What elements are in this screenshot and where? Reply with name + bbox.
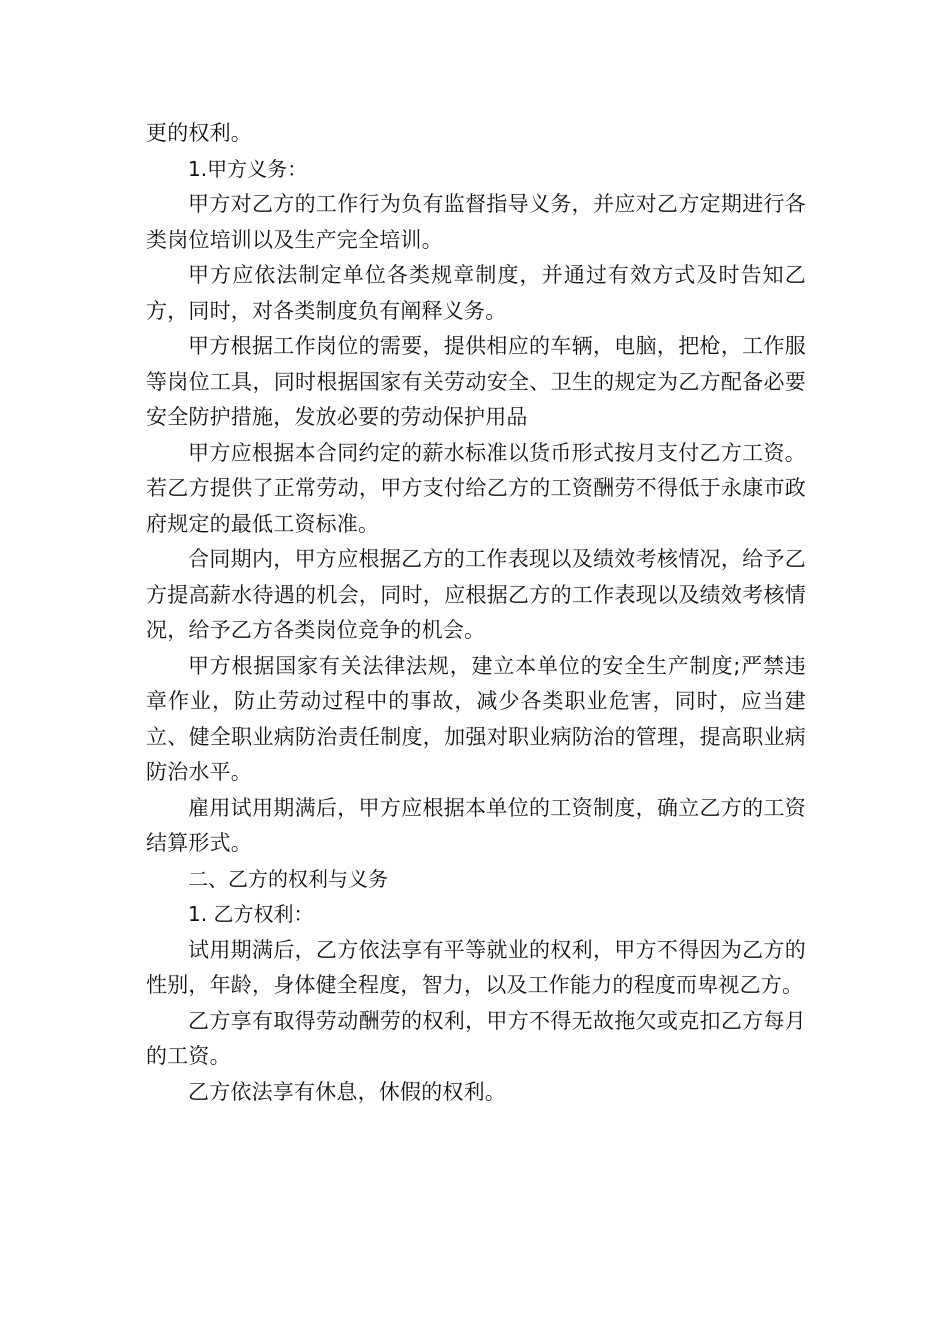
paragraph: 甲方根据国家有关法律法规，建立本单位的安全生产制度;严禁违章作业，防止劳动过程中的事故，减少各类职业危害，同时，应当建立、健全职业病防治责任制度，加强对职业病防治的管理，提高职业病防治水平。 xyxy=(146,653,806,784)
paragraph: 甲方对乙方的工作行为负有监督指导义务，并应对乙方定期进行各类岗位培训以及生产完全培训。 xyxy=(146,192,806,252)
section-heading-party-a-duties: 1.甲方义务： xyxy=(188,156,308,181)
paragraph: 乙方享有取得劳动酬劳的权利，甲方不得无故拖欠或克扣乙方每月的工资。 xyxy=(146,1008,806,1068)
section-heading-party-b-rights-duties: 二、乙方的权利与义务 xyxy=(188,866,388,891)
paragraph: 甲方应依法制定单位各类规章制度，并通过有效方式及时告知乙方，同时，对各类制度负有阐释义务。 xyxy=(146,263,806,323)
paragraph: 试用期满后，乙方依法享有平等就业的权利，甲方不得因为乙方的性别，年龄，身体健全程度，智力，以及工作能力的程度而卑视乙方。 xyxy=(146,937,806,997)
paragraph: 合同期内，甲方应根据乙方的工作表现以及绩效考核情况，给予乙方提高薪水待遇的机会，同时，应根据乙方的工作表现以及绩效考核情况，给予乙方各类岗位竞争的机会。 xyxy=(146,547,806,642)
paragraph: 乙方依法享有休息，休假的权利。 xyxy=(188,1079,506,1104)
document-body xyxy=(146,116,806,1110)
paragraph-continuation: 更的权利。 xyxy=(146,121,252,145)
paragraph: 甲方应根据本合同约定的薪水标准以货币形式按月支付乙方工资。若乙方提供了正常劳动，甲方支付给乙方的工资酬劳不得低于永康市政府规定的最低工资标准。 xyxy=(146,440,806,536)
paragraph: 甲方根据工作岗位的需要，提供相应的车辆，电脑，把枪，工作服等岗位工具，同时根据国家有关劳动安全、卫生的规定为乙方配备必要安全防护措施，发放必要的劳动保护用品 xyxy=(146,334,806,429)
paragraph: 雇用试用期满后，甲方应根据本单位的工资制度，确立乙方的工资结算形式。 xyxy=(146,795,806,855)
section-heading-party-b-rights: 1. 乙方权利： xyxy=(188,902,314,926)
